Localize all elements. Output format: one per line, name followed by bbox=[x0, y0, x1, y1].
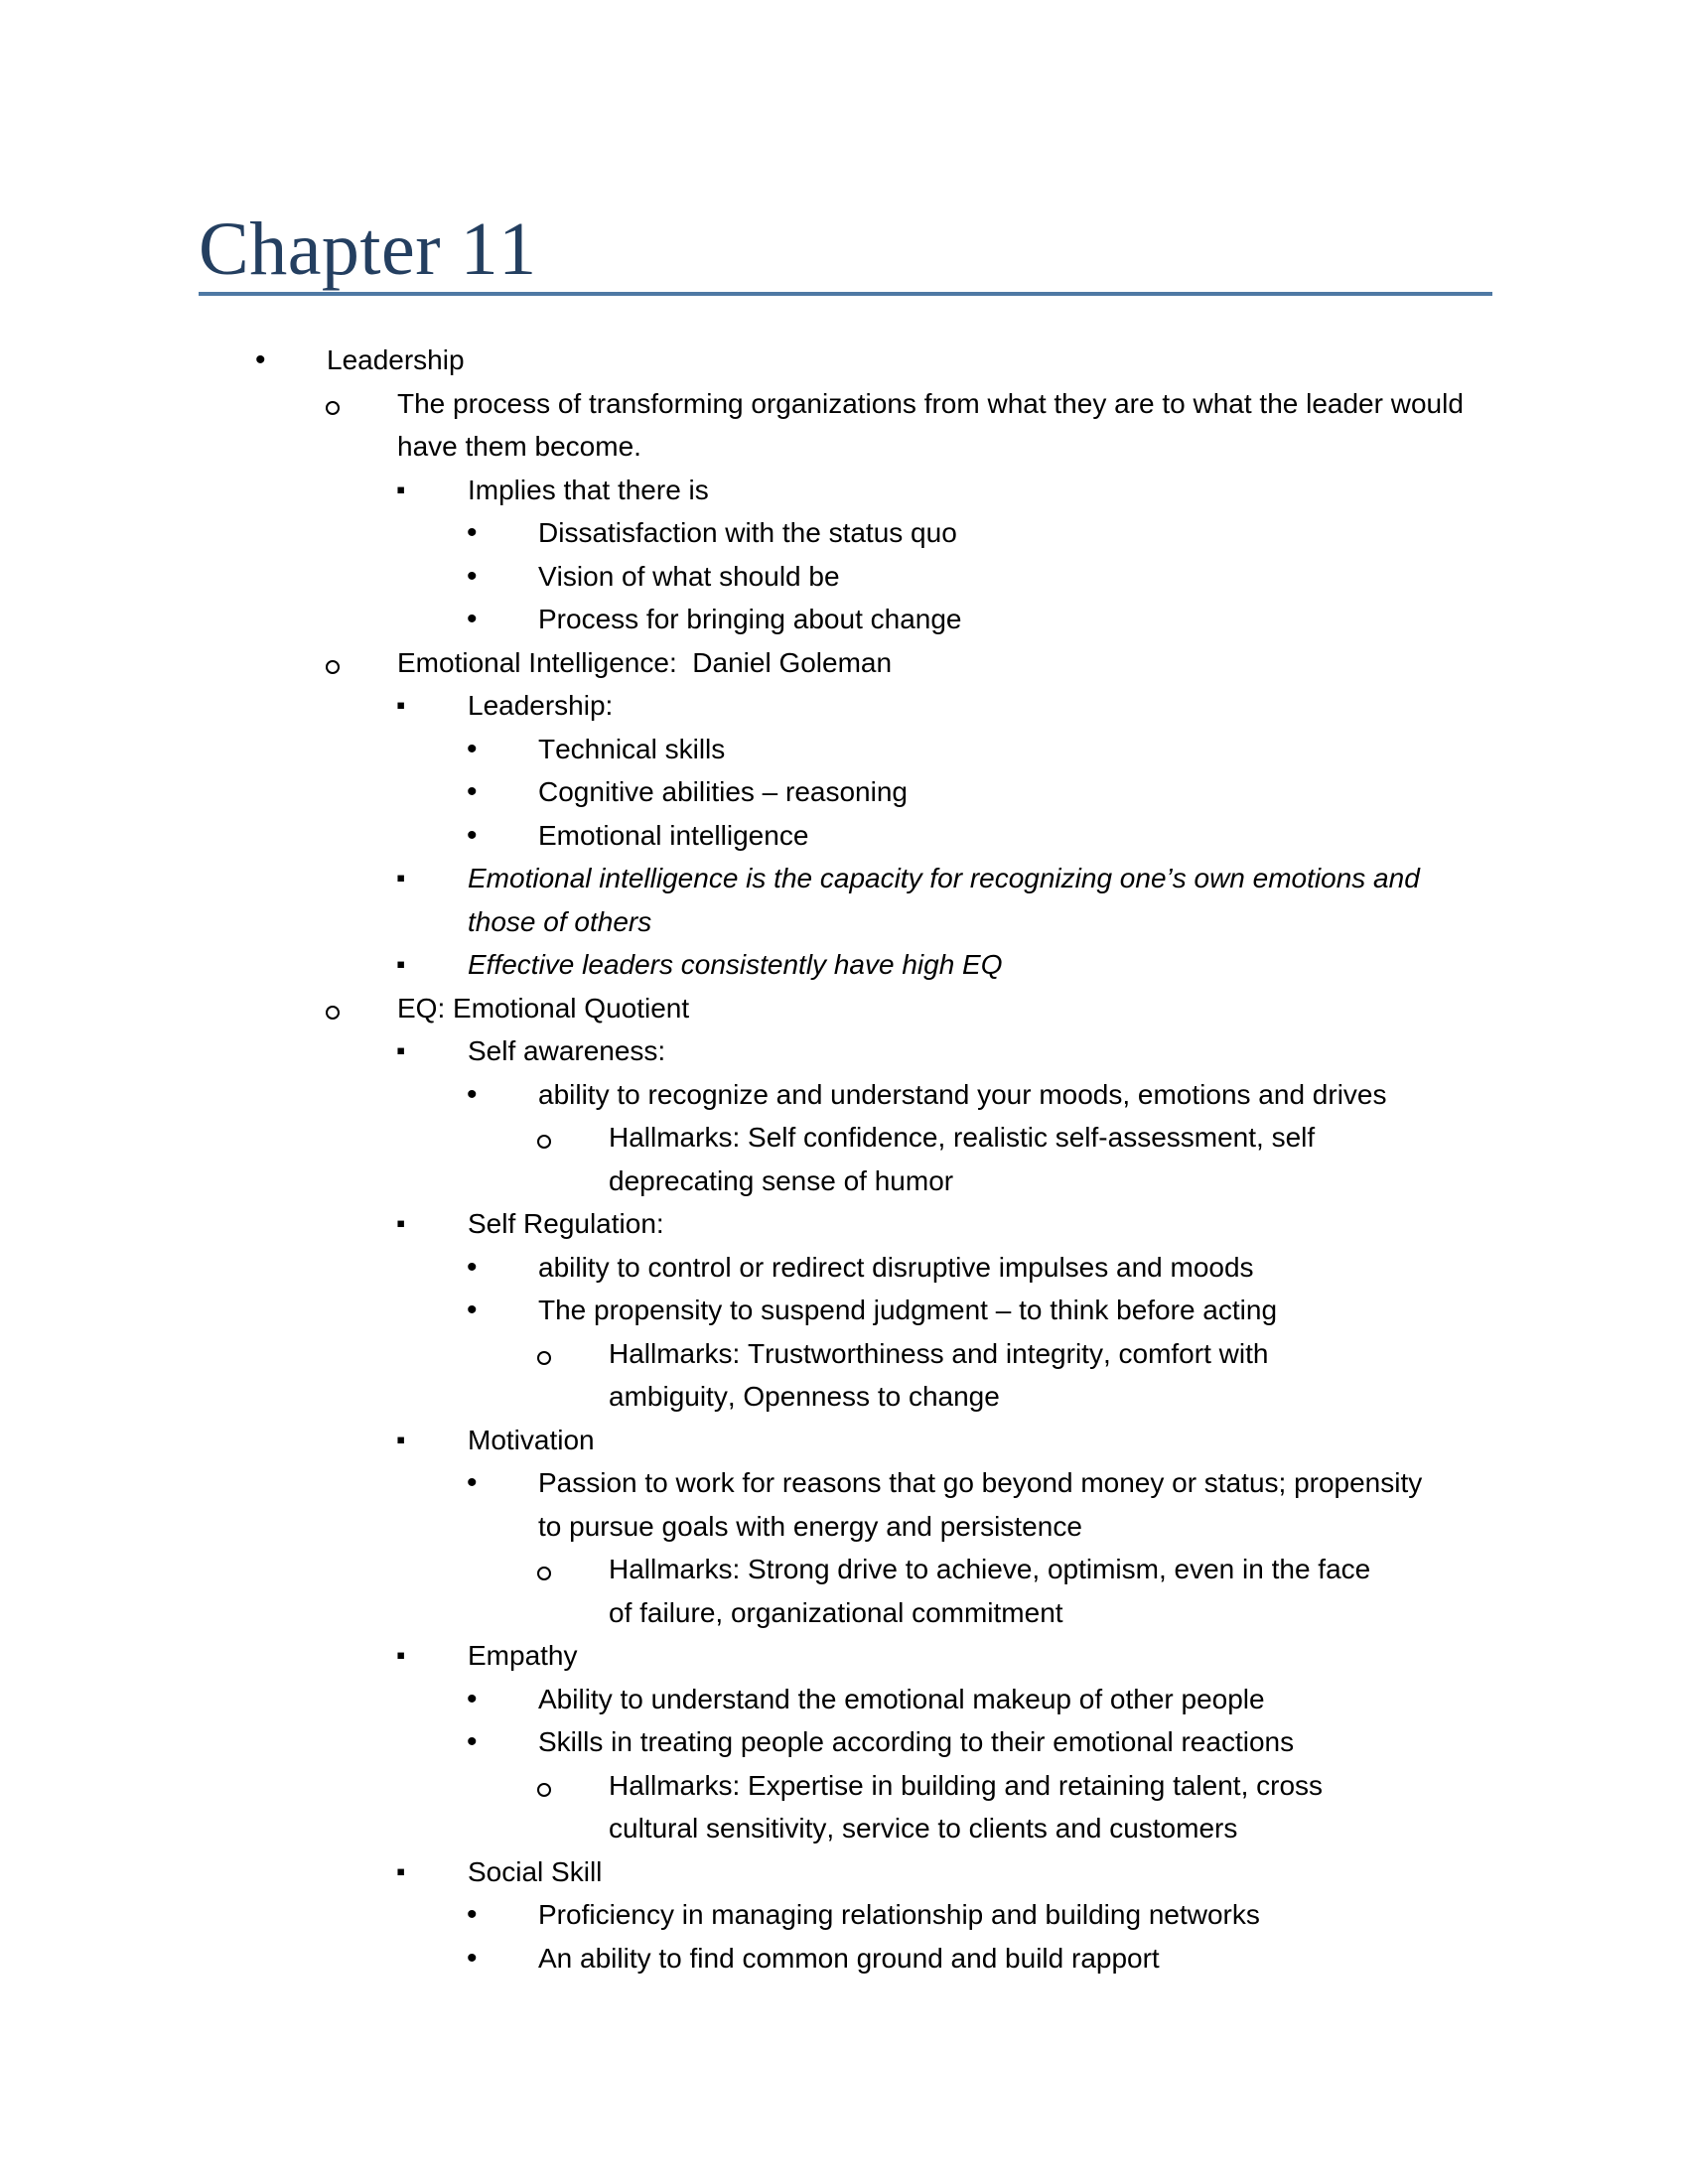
bullet-square-icon: ▪ bbox=[396, 474, 406, 504]
list-item bbox=[0, 469, 1688, 512]
list-item bbox=[0, 555, 1688, 599]
list-item bbox=[0, 1332, 1688, 1419]
bullet-disc-icon: • bbox=[467, 1294, 478, 1326]
list-item bbox=[0, 728, 1688, 771]
list-item bbox=[0, 1937, 1688, 1980]
list-item-text: Self Regulation: bbox=[468, 1208, 664, 1239]
list-item bbox=[0, 598, 1688, 641]
list-item bbox=[0, 943, 1688, 987]
list-item bbox=[0, 857, 1688, 943]
list-item-text: Passion to work for reasons that go beyond money or status; propensity to pursue goals with energy and persistence bbox=[538, 1467, 1431, 1542]
list-item-text: The process of transforming organizations from what they are to what the leader would have them become. bbox=[397, 387, 1472, 462]
list-item bbox=[0, 1548, 1688, 1634]
bullet-disc-icon: • bbox=[467, 732, 478, 765]
list-item bbox=[0, 1289, 1688, 1332]
list-item bbox=[0, 1461, 1688, 1548]
list-item-text: The propensity to suspend judgment – to think before acting bbox=[538, 1295, 1278, 1325]
bullet-square-icon: ▪ bbox=[396, 1424, 406, 1454]
list-item-text: Empathy bbox=[468, 1640, 578, 1671]
bullet-disc-icon: • bbox=[467, 1898, 478, 1931]
list-item-text: Emotional intelligence is the capacity for recognizing one’s own emotions and those of others bbox=[468, 863, 1428, 937]
list-item-text: Emotional intelligence bbox=[538, 819, 809, 851]
list-item bbox=[0, 1116, 1688, 1202]
bullet-square-icon: ▪ bbox=[396, 863, 406, 892]
list-item-text: Skills in treating people according to their emotional reactions bbox=[538, 1726, 1295, 1757]
bullet-disc-icon: • bbox=[467, 1725, 478, 1758]
list-item bbox=[0, 770, 1688, 814]
list-item-text: Motivation bbox=[468, 1424, 595, 1455]
list-item-text: ability to recognize and understand your moods, emotions and drives bbox=[538, 1078, 1387, 1110]
bullet-circle-icon bbox=[537, 1783, 551, 1797]
bullet-circle-icon bbox=[537, 1351, 551, 1365]
list-item bbox=[0, 684, 1688, 728]
list-item bbox=[0, 987, 1688, 1030]
bullet-square-icon: ▪ bbox=[396, 690, 406, 720]
list-item-text: Hallmarks: Trustworthiness and integrity, comfort with ambiguity, Openness to change bbox=[609, 1337, 1277, 1412]
bullet-disc-icon: • bbox=[467, 516, 478, 549]
list-item-text: Ability to understand the emotional makeup of other people bbox=[538, 1683, 1265, 1714]
list-item-text: An ability to find common ground and build rapport bbox=[538, 1942, 1160, 1974]
bullet-square-icon: ▪ bbox=[396, 1035, 406, 1065]
list-item bbox=[0, 1073, 1688, 1117]
list-item bbox=[0, 382, 1688, 469]
list-item bbox=[0, 1720, 1688, 1764]
bullet-circle-icon bbox=[537, 1135, 551, 1149]
bullet-square-icon: ▪ bbox=[396, 1855, 406, 1886]
list-item-text: Cognitive abilities – reasoning bbox=[538, 776, 908, 807]
list-item bbox=[0, 1893, 1688, 1937]
outline-list bbox=[0, 339, 1688, 1979]
list-item-text: Vision of what should be bbox=[538, 560, 840, 592]
list-item bbox=[0, 1029, 1688, 1073]
list-item bbox=[0, 1202, 1688, 1246]
page-title: Chapter 11 bbox=[199, 207, 537, 291]
list-item-text: Dissatisfaction with the status quo bbox=[538, 517, 957, 548]
list-item bbox=[0, 511, 1688, 555]
list-item-text: Hallmarks: Strong drive to achieve, optimism, even in the face of failure, organizational commitment bbox=[609, 1554, 1379, 1628]
list-item bbox=[0, 1634, 1688, 1678]
list-item bbox=[0, 1419, 1688, 1462]
list-item-text: Technical skills bbox=[538, 733, 726, 764]
list-item-text: ability to control or redirect disruptive impulses and moods bbox=[538, 1251, 1254, 1283]
bullet-disc-icon: • bbox=[467, 1250, 478, 1284]
list-item-text: Proficiency in managing relationship and building networks bbox=[538, 1899, 1260, 1930]
list-item-text: Social Skill bbox=[468, 1855, 603, 1887]
bullet-circle-icon bbox=[537, 1567, 551, 1580]
bullet-square-icon: ▪ bbox=[396, 1640, 406, 1670]
bullet-disc-icon: • bbox=[467, 1466, 478, 1499]
list-item bbox=[0, 641, 1688, 685]
list-item-text: Process for bringing about change bbox=[538, 604, 962, 634]
list-item bbox=[0, 1764, 1688, 1850]
bullet-disc-icon: • bbox=[467, 818, 478, 852]
list-item-text: Leadership bbox=[327, 344, 465, 375]
bullet-disc-icon: • bbox=[467, 775, 478, 808]
bullet-disc-icon: • bbox=[467, 1941, 478, 1975]
bullet-disc-icon: • bbox=[255, 343, 266, 376]
bullet-square-icon: ▪ bbox=[396, 1208, 406, 1238]
bullet-disc-icon: • bbox=[467, 1682, 478, 1715]
list-item-text: Emotional Intelligence: Daniel Goleman bbox=[397, 646, 893, 678]
list-item-text: Leadership: bbox=[468, 690, 614, 721]
list-item-text: Self awareness: bbox=[468, 1035, 666, 1066]
bullet-disc-icon: • bbox=[467, 1077, 478, 1111]
bullet-disc-icon: • bbox=[467, 559, 478, 593]
list-item bbox=[0, 814, 1688, 858]
bullet-disc-icon: • bbox=[467, 603, 478, 635]
title-underline-rule bbox=[199, 292, 1492, 296]
list-item bbox=[0, 339, 1688, 382]
bullet-circle-icon bbox=[326, 660, 340, 674]
bullet-circle-icon bbox=[326, 1006, 340, 1020]
list-item bbox=[0, 1678, 1688, 1721]
list-item bbox=[0, 1246, 1688, 1290]
list-item-text: Effective leaders consistently have high EQ bbox=[468, 949, 1003, 980]
list-item-text: Hallmarks: Expertise in building and retaining talent, cross cultural sensitivity, service to clients and customers bbox=[609, 1769, 1331, 1843]
list-item-text: Hallmarks: Self confidence, realistic self-assessment, self deprecating sense of humor bbox=[609, 1122, 1323, 1196]
list-item-text: EQ: Emotional Quotient bbox=[397, 992, 690, 1024]
bullet-circle-icon bbox=[326, 401, 340, 415]
bullet-square-icon: ▪ bbox=[396, 949, 406, 979]
list-item-text: Implies that there is bbox=[468, 474, 709, 505]
list-item bbox=[0, 1850, 1688, 1894]
